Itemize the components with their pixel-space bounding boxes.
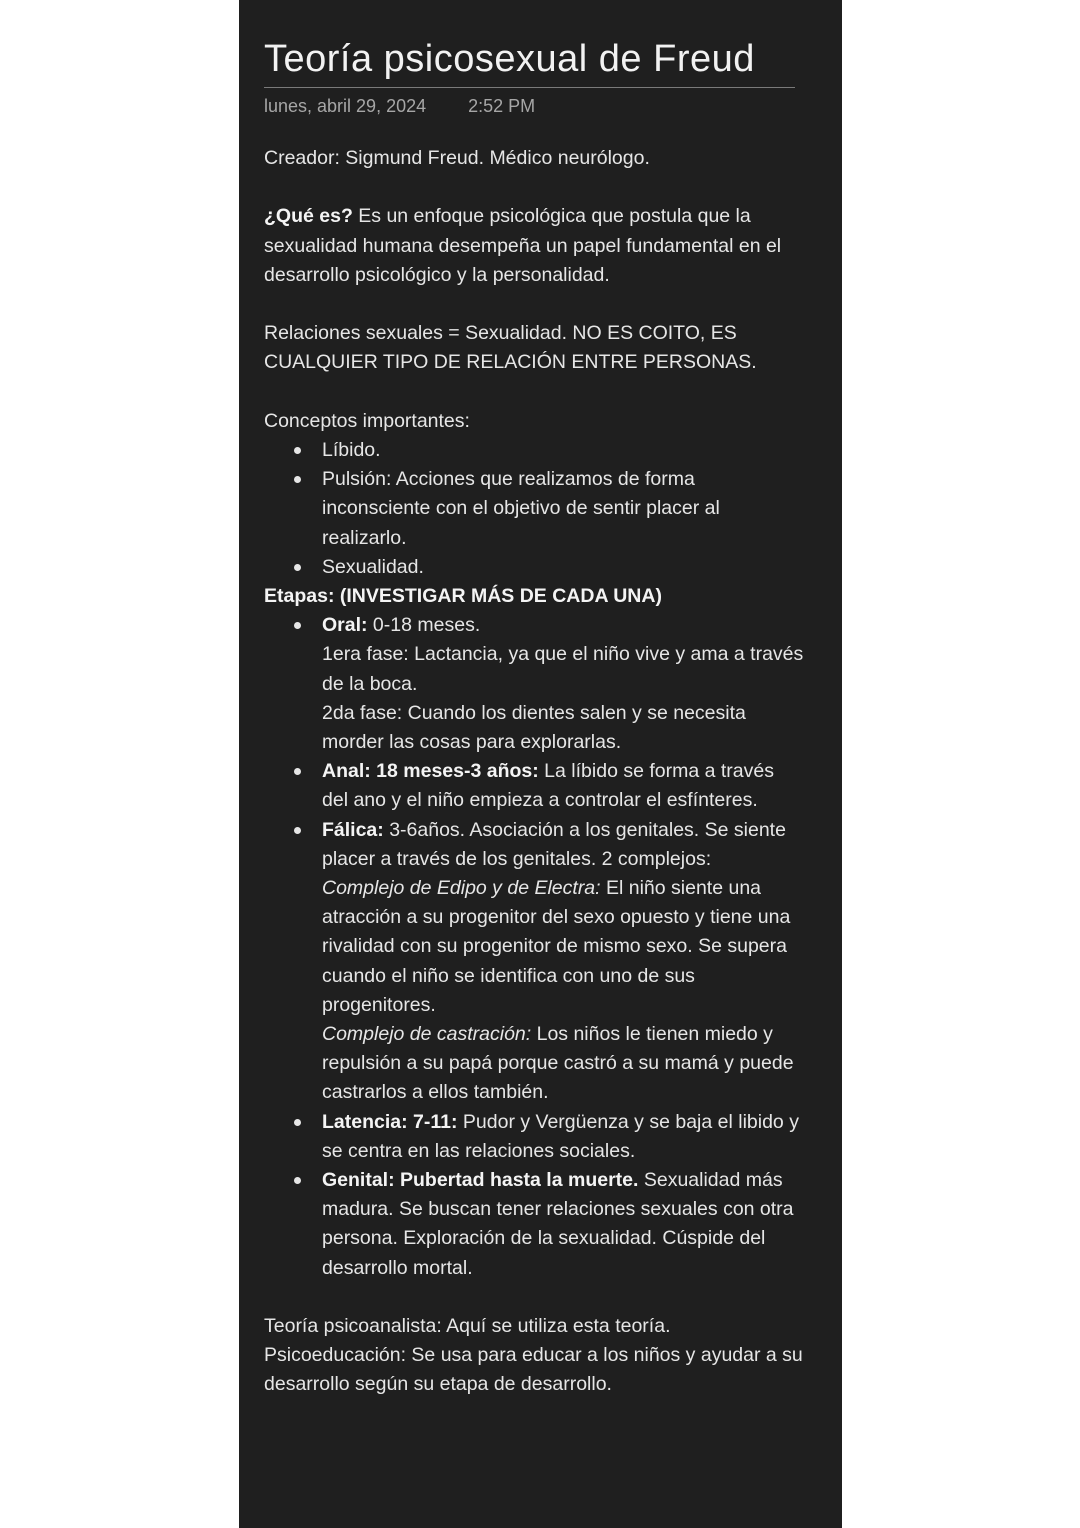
stage-oral — [322, 611, 804, 757]
title-divider — [264, 87, 795, 88]
stage-oral-text: 0-18 meses. — [367, 614, 481, 637]
note-page — [239, 0, 842, 1528]
psychoanalysis-line: Teoría psicoanalista: Aquí se utiliza esta teoría. — [264, 1315, 671, 1338]
stage-oral-phase-1: 1era fase: Lactancia, ya que el niño vive y ama a través de la boca. — [322, 643, 804, 695]
stages-list — [264, 611, 804, 1283]
stage-latencia — [322, 1108, 804, 1166]
stage-anal — [322, 757, 804, 815]
stage-anal-label: Anal: 18 meses-3 años: — [322, 760, 539, 783]
complex-edipo-text: El niño siente una atracción a su progenitor del sexo opuesto y tiene una rivalidad con su progenitor de mismo sexo. Se supera cuando el niño se identifica con uno de sus progenitores. — [322, 877, 791, 1016]
note-title[interactable]: Teoría psicosexual de Freud — [264, 38, 755, 80]
creator-line: Creador: Sigmund Freud. Médico neurólogo. — [264, 147, 650, 169]
complex-castration-text: Los niños le tienen miedo y repulsión a su papá porque castró a su mamá y puede castrarlos a ellos también. — [322, 1023, 794, 1104]
stage-falica-label: Fálica: — [322, 818, 384, 841]
definition-text: Es un enfoque psicológica que postula que la sexualidad humana desempeña un papel fundamental en el desarrollo psicológico y la personalidad. — [264, 205, 782, 286]
complex-edipo-label: Complejo de Edipo y de Electra: — [322, 877, 601, 900]
note-body[interactable] — [264, 144, 804, 1400]
definition-label: ¿Qué es? — [264, 205, 353, 228]
stage-oral-phase-2: 2da fase: Cuando los dientes salen y se necesita morder las cosas para explorarlas. — [322, 701, 746, 754]
list-item: Líbido. — [322, 436, 804, 465]
stage-genital-label: Genital: Pubertad hasta la muerte. — [322, 1169, 639, 1192]
list-item: Pulsión: Acciones que realizamos de forma inconsciente con el objetivo de sentir placer al realizarlo. — [322, 465, 804, 553]
psychoeducation-line: Psicoeducación: Se usa para educar a los niños y ayudar a su desarrollo según su etapa de desarrollo. — [264, 1344, 803, 1396]
relations-paragraph: Relaciones sexuales = Sexualidad. NO ES COITO, ES CUALQUIER TIPO DE RELACIÓN ENTRE PERSONAS. — [264, 322, 757, 374]
stages-heading-text: Etapas: (INVESTIGAR MÁS DE CADA UNA) — [264, 585, 662, 607]
stage-falica — [322, 816, 804, 1108]
list-item: Sexualidad. — [322, 553, 804, 582]
stage-latencia-text: Pudor y Vergüenza y se baja el libido y se centra en las relaciones sociales. — [322, 1110, 799, 1162]
stage-oral-label: Oral: — [322, 614, 368, 637]
stage-genital-text: Sexualidad más madura. Se buscan tener relaciones sexuales con otra persona. Exploración de la sexualidad. Cúspide del desarrollo mortal. — [322, 1169, 794, 1279]
definition-paragraph — [264, 202, 804, 290]
stage-latencia-label: Latencia: 7-11: — [322, 1110, 458, 1133]
stage-anal-text: La líbido se forma a través del ano y el niño empieza a controlar el esfínteres. — [322, 760, 774, 812]
stage-falica-text: 3-6años. Asociación a los genitales. Se siente placer a través de los genitales. 2 complejos: — [322, 818, 786, 870]
note-date: lunes, abril 29, 2024 — [264, 96, 427, 116]
note-time: 2:52 PM — [468, 96, 536, 116]
note-metadata — [264, 94, 535, 118]
stages-heading — [264, 582, 804, 611]
concepts-list — [264, 436, 804, 582]
complex-castration-label: Complejo de castración: — [322, 1023, 532, 1046]
stage-genital — [322, 1166, 804, 1283]
concepts-heading: Conceptos importantes: — [264, 409, 470, 432]
